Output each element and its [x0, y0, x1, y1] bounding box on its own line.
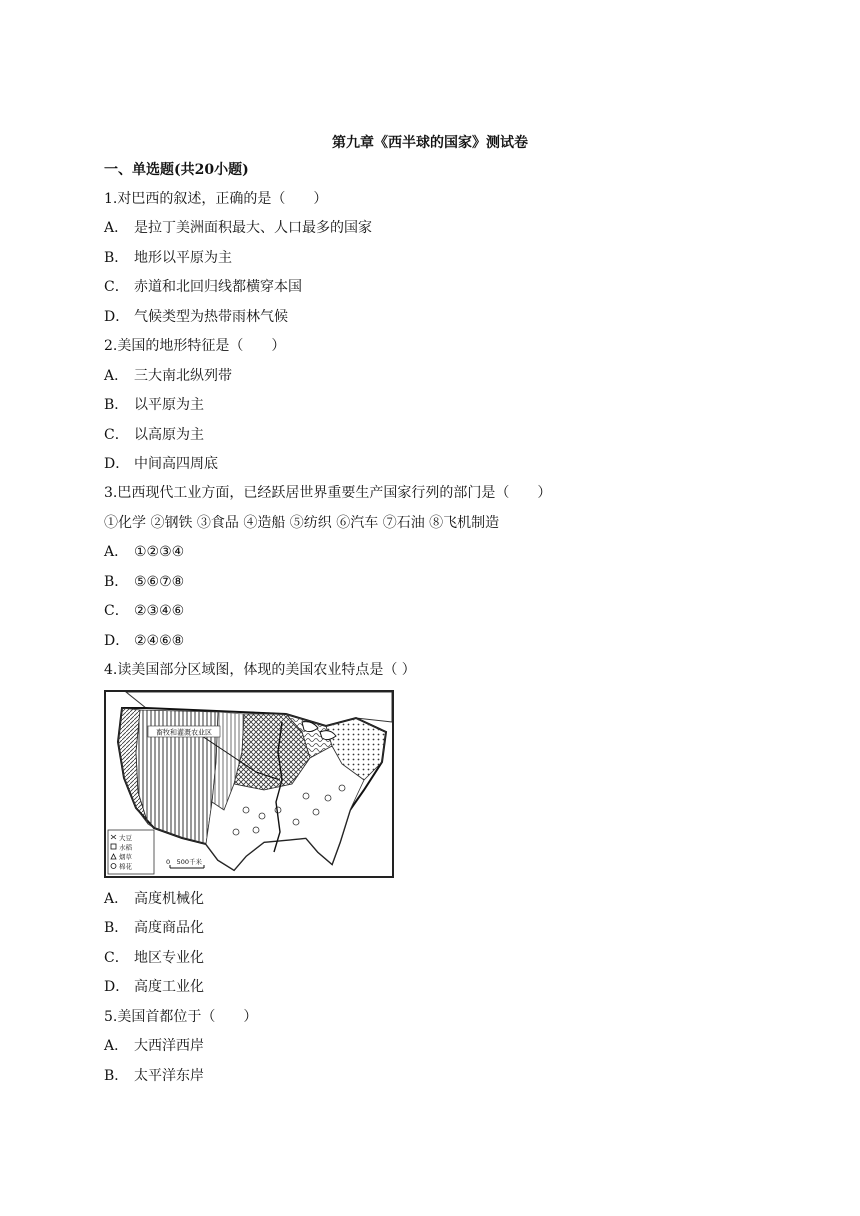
option-letter: D．	[104, 633, 130, 649]
question-1-stem: 1.对巴西的叙述，正确的是（ ）	[104, 191, 328, 207]
option-text: 中间高四周底	[134, 456, 218, 472]
option-letter: B．	[104, 250, 129, 266]
option-text: 高度工业化	[134, 979, 204, 995]
q1-option-c	[104, 278, 302, 296]
q4-option-a	[104, 890, 204, 908]
option-letter: B．	[104, 397, 129, 413]
page-title: 第九章《西半球的国家》测试卷	[332, 135, 528, 151]
q2-option-a	[104, 367, 232, 385]
q1-option-a	[104, 219, 372, 237]
question-4-stem: 4.读美国部分区域图，体现的美国农业特点是（ ）	[104, 662, 416, 678]
option-letter: D．	[104, 456, 130, 472]
option-text: 地形以平原为主	[134, 250, 232, 266]
legend-cotton: 棉花	[119, 862, 132, 871]
option-text: 以高原为主	[134, 427, 204, 443]
option-text: 赤道和北回归线都横穿本国	[134, 279, 302, 295]
option-letter: A．	[104, 368, 129, 384]
option-letter: C．	[104, 950, 129, 966]
q1-option-d	[104, 308, 288, 326]
q2-option-d	[104, 455, 218, 473]
option-text: 高度商品化	[134, 920, 204, 936]
q3-option-d	[104, 632, 184, 650]
question-2-stem: 2.美国的地形特征是（ ）	[104, 338, 286, 354]
us-agriculture-map	[104, 690, 394, 878]
q1-option-b	[104, 249, 232, 267]
option-text: 太平洋东岸	[134, 1068, 204, 1084]
option-text: 高度机械化	[134, 891, 204, 907]
q4-option-d	[104, 978, 204, 996]
option-letter: B．	[104, 1068, 129, 1084]
option-letter: C．	[104, 603, 129, 619]
option-text: ①②③④	[134, 544, 185, 560]
q3-option-b	[104, 573, 184, 591]
option-text: 以平原为主	[134, 397, 204, 413]
q2-option-b	[104, 396, 204, 414]
scale-label: 0 500千米	[166, 858, 203, 866]
q5-option-a	[104, 1037, 204, 1055]
option-text: ②③④⑥	[134, 603, 185, 619]
option-letter: A．	[104, 220, 129, 236]
option-text: 气候类型为热带雨林气候	[134, 309, 288, 325]
option-text: 三大南北纵列带	[134, 368, 232, 384]
region-label: 畜牧和灌溉农业区	[156, 728, 212, 737]
option-text: 是拉丁美洲面积最大、人口最多的国家	[134, 220, 372, 236]
option-letter: D．	[104, 979, 130, 995]
option-letter: C．	[104, 427, 129, 443]
legend-rice: 水稻	[119, 843, 132, 852]
option-letter: D．	[104, 309, 130, 325]
q2-option-c	[104, 426, 204, 444]
option-text: 大西洋西岸	[134, 1038, 204, 1054]
option-letter: C．	[104, 279, 129, 295]
q3-option-a	[104, 543, 184, 561]
legend-tobacco: 烟草	[119, 853, 132, 861]
option-letter: B．	[104, 574, 129, 590]
question-3-note: ①化学 ②钢铁 ③食品 ④造船 ⑤纺织 ⑥汽车 ⑦石油 ⑧飞机制造	[104, 515, 500, 531]
q3-option-c	[104, 602, 184, 620]
question-3-stem: 3.巴西现代工业方面，已经跃居世界重要生产国家行列的部门是（ ）	[104, 485, 552, 501]
option-letter: A．	[104, 1038, 129, 1054]
option-letter: A．	[104, 891, 129, 907]
option-text: ②④⑥⑧	[134, 633, 185, 649]
legend-soybean: 大豆	[119, 834, 132, 842]
section-heading: 一、单选题(共20小题)	[104, 162, 249, 178]
q4-option-c	[104, 949, 204, 967]
option-text: 地区专业化	[134, 950, 204, 966]
option-letter: B．	[104, 920, 129, 936]
question-5-stem: 5.美国首都位于（ ）	[104, 1009, 258, 1025]
option-letter: A．	[104, 544, 129, 560]
option-text: ⑤⑥⑦⑧	[134, 574, 185, 590]
q5-option-b	[104, 1067, 204, 1085]
q4-option-b	[104, 919, 204, 937]
